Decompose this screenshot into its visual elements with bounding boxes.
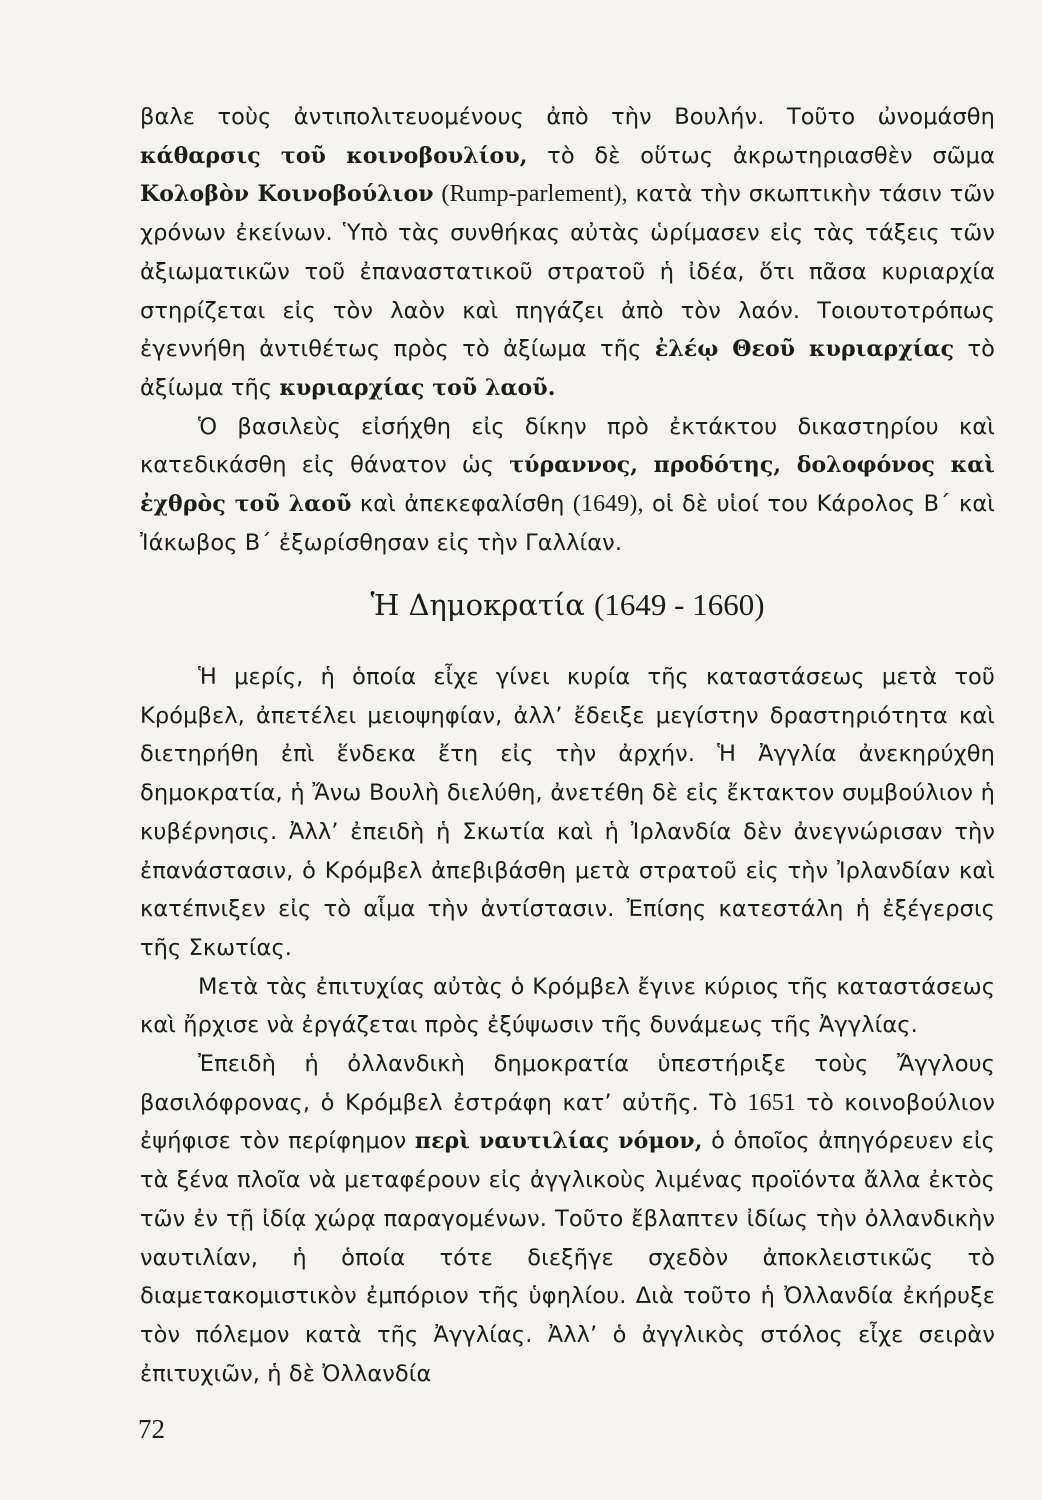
text-run: τὸ ἀξίωμα τῆς: [140, 336, 996, 401]
paragraph-republic: Ἡ μερίς, ἡ ὁποία εἶχε γίνει κυρία τῆς καταστάσεως μετὰ τοῦ Κρόμβελ, ἀπετέλει μειοψηφίαν, ἀλλ’ ἔδειξε μεγίστην δραστηριότητα καὶ διετηρήθη ἐπὶ ἕνδεκα ἔτη εἰς τὴν ἀρχήν. Ἡ Ἀγγλία ἀνεκηρύχθη δημοκρατία, ἡ Ἄνω Βουλὴ διελύθη, ἀνετέθη δὲ εἰς ἔκτακτον συμβούλιον ἡ κυβέρνησις. Ἀλλ’ ἐπειδὴ ἡ Σκωτία καὶ ἡ Ἰρλανδία δὲν ἀνεγνώρισαν τὴν ἐπανάστασιν, ὁ Κρόμβελ ἀπεβιβάσθη μετὰ στρατοῦ εἰς τὴν Ἰρλανδίαν καὶ κατέπνιξεν εἰς τὸ αἷμα τὴν ἀντίστασιν. Ἐπίσης κατεστάλη ἡ ἐξέγερσις τῆς Σκωτίας.: [140, 664, 995, 961]
text-run: βαλε τοὺς ἀντιπολιτευομένους ἀπὸ τὴν Βουλήν. Τοῦτο ὠνομάσθη: [140, 104, 995, 130]
latin-term-rump-parlement: (Rump-parlement),: [441, 181, 628, 208]
year-1649: (1649),: [572, 491, 644, 518]
text-run: ὁ ὁποῖος ἀπηγόρευεν εἰς τὰ ξένα πλοῖα νὰ μεταφέρουν εἰς ἀγγλικοὺς λιμένας προϊόντα ἄλλα ἐκτὸς τῶν ἐν τῇ ἰδίᾳ χώρᾳ παραγομένων. Τοῦτο ἔβλαπτεν ἰδίως τὴν ὀλλανδικὴν ναυτιλίαν, ἡ ὁποία τότε διεξῆγε σχεδὸν ἀποκλειστικῶς τὸ διαμετακομιστικὸν ἐμπόριον τῆς ὑφηλίου. Διὰ τοῦτο ἡ Ὀλλανδία ἐκήρυξε τὸν πόλεμον κατὰ τῆς Ἀγγλίας. Ἀλλ’ ὁ ἀγγλικὸς στόλος εἶχε σειρὰν ἐπιτυχιῶν, ἡ δὲ Ὀλλανδία: [140, 1128, 995, 1387]
paragraph-cromwell-power: Μετὰ τὰς ἐπιτυχίας αὐτὰς ὁ Κρόμβελ ἔγινε κύριος τῆς καταστάσεως καὶ ἤρχισε νὰ ἐργάζεται πρὸς ἐξύψωσιν τῆς δυνάμεως τῆς Ἀγγλίας.: [140, 973, 995, 1039]
paragraph-continuation: [140, 98, 995, 408]
bold-term-divine-sovereignty: ἐλέῳ Θεοῦ κυριαρχίας: [654, 336, 955, 363]
text-section-bottom: [140, 658, 995, 1393]
text-run: οἱ δὲ υἱοί του Κάρολος Β΄ καὶ Ἰάκωβος Β΄ ἐξωρίσθησαν εἰς τὴν Γαλλίαν.: [140, 491, 995, 556]
section-heading: [140, 585, 995, 625]
text-run: τὸ κοινοβούλιον ἐψήφισε τὸν περίφημον: [140, 1089, 995, 1155]
text-run: Ὁ βασιλεὺς εἰσήχθη εἰς δίκην πρὸ ἐκτάκτου δικαστηρίου καὶ κατεδικάσθη εἰς θάνατον ὡς: [140, 413, 995, 479]
year-1651: 1651: [747, 1089, 796, 1116]
bold-term-popular-sovereignty: κυριαρχίας τοῦ λαοῦ.: [279, 374, 556, 401]
paragraph-kings-trial: [140, 408, 995, 563]
bold-term-navigation-act: περὶ ναυτιλίας νόμον,: [414, 1128, 703, 1155]
text-run: καὶ ἀπεκεφαλίσθη: [351, 491, 573, 518]
bold-term-rump-parliament: Κολοβὸν Κοινοβούλιον: [140, 181, 434, 208]
bold-term-charges: τύραννος, προδότης, δολοφόνος καὶ ἐχθρὸς τοῦ λαοῦ: [140, 452, 995, 518]
page-number: 72: [138, 1414, 165, 1444]
heading-title: Ἡ Δημοκρατία: [370, 588, 585, 622]
text-run: τὸ δὲ οὕτως ἀκρωτηριασθὲν σῶμα: [527, 142, 996, 169]
bold-term-katharsis: κάθαρσις τοῦ κοινοβουλίου,: [140, 142, 528, 169]
text-run: Ἐπειδὴ ἡ ὀλλανδικὴ δημοκρατία ὑπεστήριξε τοὺς Ἄγγλους βασιλόφρονας, ὁ Κρόμβελ ἐστράφη κατ’ αὐτῆς. Τὸ: [140, 1051, 995, 1116]
text-section-top: [140, 98, 995, 562]
paragraph-dutch-war: [140, 1045, 995, 1393]
text-run: κατὰ τὴν σκωπτικὴν τάσιν τῶν χρόνων ἐκείνων. Ὑπὸ τὰς συνθήκας αὐτὰς ὡρίμασεν εἰς τὰς τάξεις τῶν ἀξιωματικῶν τοῦ ἐπαναστατικοῦ στρατοῦ ἡ ἰδέα, ὅτι πᾶσα κυριαρχία στηρίζεται εἰς τὸν λαὸν καὶ πηγάζει ἀπὸ τὸν λαόν. Τοιουτοτρόπως ἐγεννήθη ἀντιθέτως πρὸς τὸ ἀξίωμα τῆς: [140, 181, 995, 363]
heading-years: (1649 - 1660): [594, 587, 765, 622]
